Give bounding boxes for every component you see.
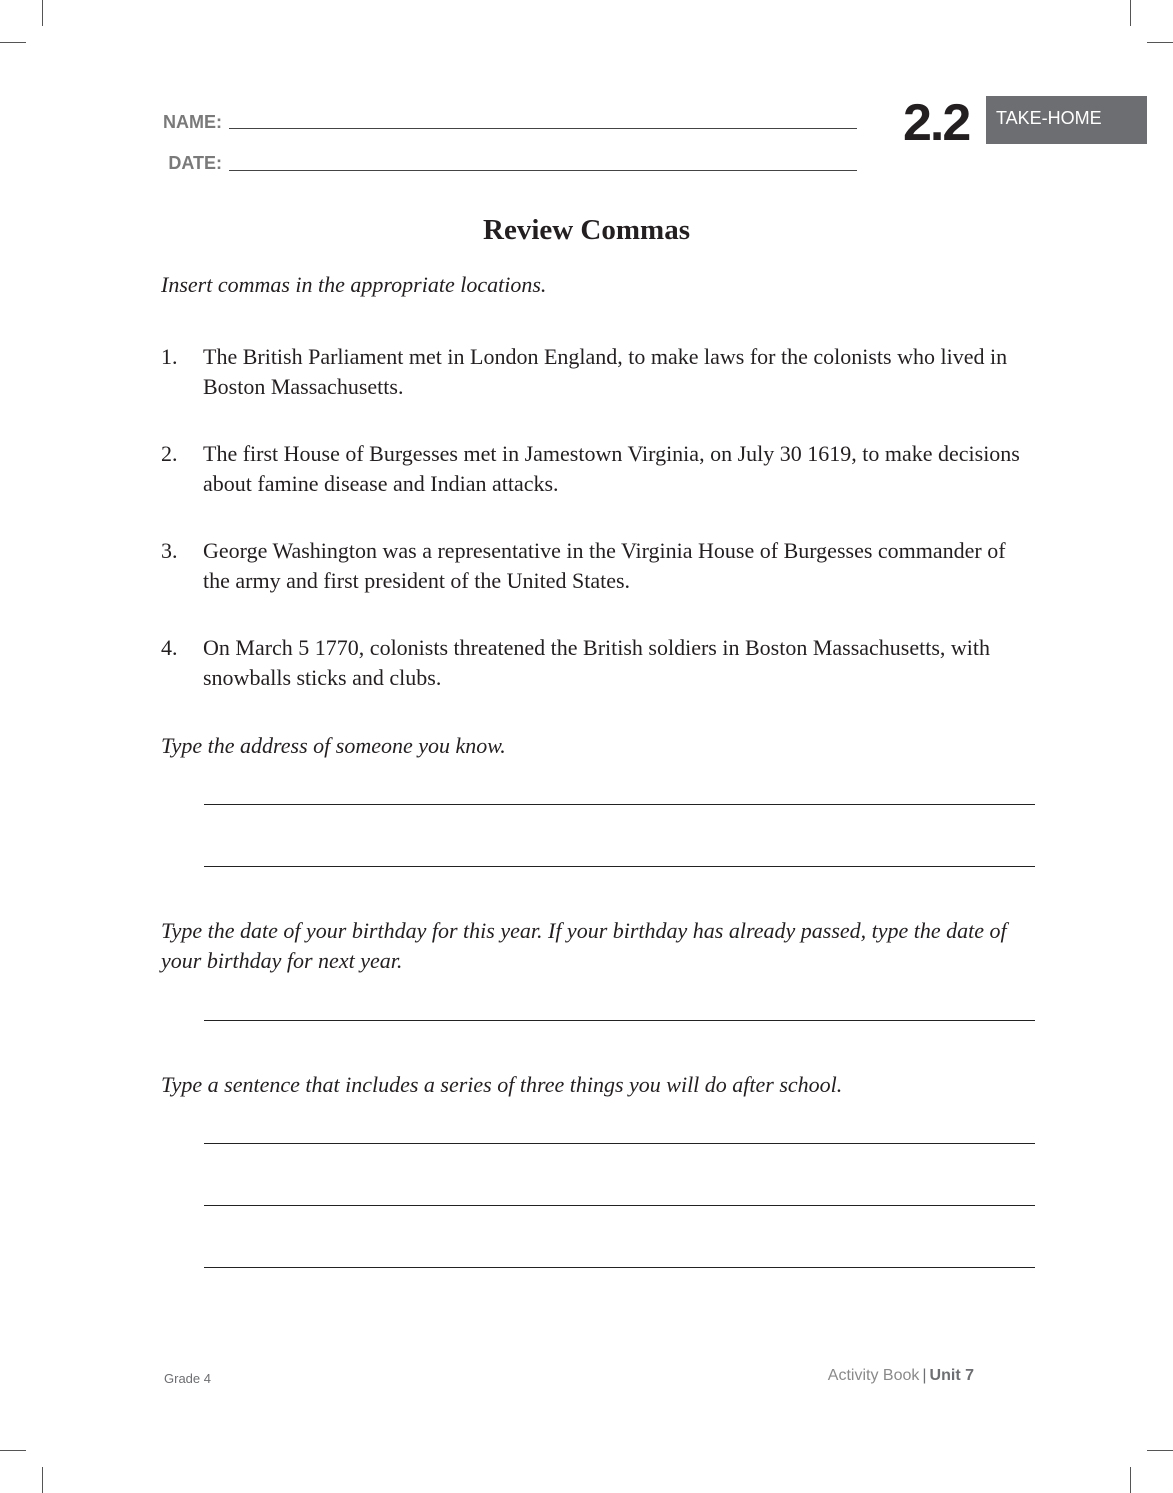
instruction-commas: Insert commas in the appropriate locations.	[161, 272, 547, 297]
crop-mark	[1147, 1450, 1173, 1451]
answer-line-series-3[interactable]	[204, 1267, 1035, 1268]
instruction-address: Type the address of someone you know.	[161, 733, 506, 758]
item-number: 1.	[161, 344, 178, 369]
crop-mark	[1130, 1467, 1131, 1493]
page-title: Review Commas	[483, 214, 690, 246]
footer-unit: Unit 7	[929, 1367, 974, 1384]
crop-mark	[0, 42, 26, 43]
item-number: 2.	[161, 441, 178, 466]
answer-line-series-1[interactable]	[204, 1143, 1035, 1144]
name-label: NAME:	[163, 112, 222, 132]
answer-line-address-1[interactable]	[204, 804, 1035, 805]
crop-mark	[0, 1450, 26, 1451]
item-text: The British Parliament met in London England, to make laws for the colonists who lived in Boston Massachusetts.	[203, 344, 1008, 399]
footer-book-unit	[828, 1367, 974, 1385]
item-text: The first House of Burgesses met in Jamestown Virginia, on July 30 1619, to make decisions about famine disease and Indian attacks.	[203, 441, 1020, 496]
answer-line-address-2[interactable]	[204, 866, 1035, 867]
item-number: 3.	[161, 538, 178, 563]
item-number: 4.	[161, 635, 178, 660]
instruction-birthday: Type the date of your birthday for this year. If your birthday has already passed, type the date of your birthday for next year.	[161, 918, 1007, 973]
item-text: George Washington was a representative in the Virginia House of Burgesses commander of the army and first president of the United States.	[203, 538, 1006, 593]
crop-mark	[1130, 0, 1131, 26]
crop-mark	[42, 0, 43, 26]
take-home-badge: TAKE-HOME	[986, 96, 1147, 144]
date-field[interactable]	[229, 170, 857, 171]
lesson-number: 2.2	[903, 94, 970, 152]
footer-book: Activity Book	[827, 1367, 920, 1384]
answer-line-birthday[interactable]	[204, 1020, 1035, 1021]
crop-mark	[42, 1467, 43, 1493]
footer-separator: |	[922, 1367, 927, 1384]
footer-grade: Grade 4	[164, 1371, 211, 1386]
name-field[interactable]	[229, 128, 857, 129]
item-text: On March 5 1770, colonists threatened the British soldiers in Boston Massachusetts, with snowballs sticks and clubs.	[203, 635, 991, 690]
answer-line-series-2[interactable]	[204, 1205, 1035, 1206]
instruction-series: Type a sentence that includes a series of three things you will do after school.	[161, 1072, 843, 1097]
crop-mark	[1147, 42, 1173, 43]
date-label: DATE:	[168, 153, 222, 173]
